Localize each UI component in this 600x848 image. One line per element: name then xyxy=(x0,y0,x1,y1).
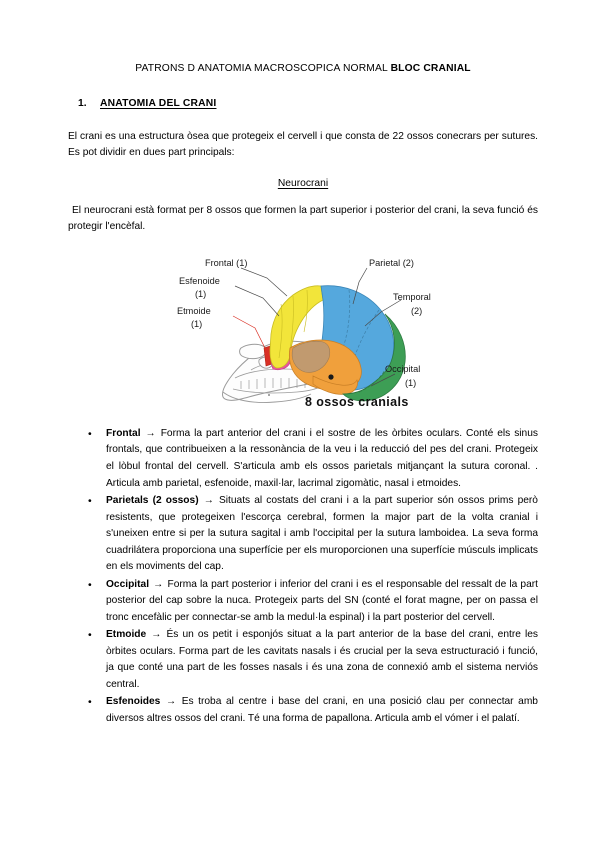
label-occipital-count: (1) xyxy=(405,377,417,388)
bone-description-occipital: Forma la part posterior i inferior del crani i es el responsable del ressalt de la part posterior del cap sobre la nuca. Protegeix parts del SN (conté el forat magne, per on passa el tronc encefàlic per connectar-se amb la medul·la espinal) i la part posterior del cervell. xyxy=(106,578,538,623)
neurocrani-subtitle-text: Neurocrani xyxy=(277,177,329,189)
label-temporal: Temporal xyxy=(393,291,431,302)
bone-description-frontal: Forma la part anterior del crani i el sostre de les òrbites oculars. Conté els sinus frontals, que contribueixen a la ressonància de la veu i la reducció del pes del crani. Protegeix el lòbul frontal del cervell. S'articula amb els ossos parietals mitjançant la sutura coronal. . Articula amb parietal, esfenoide, maxil·lar, lacrimal zigomàtic, nasal i etmoides. xyxy=(106,427,538,489)
label-frontal: Frontal (1) xyxy=(205,257,248,268)
bone-name-parietals: Parietals (2 ossos) xyxy=(106,495,199,507)
skull-figure xyxy=(68,252,538,412)
skull-diagram xyxy=(163,252,443,412)
list-item xyxy=(68,577,538,627)
label-occipital: Occipital xyxy=(385,363,421,374)
neurocrani-paragraph: El neurocrani està format per 8 ossos que formen la part superior i posterior del crani, la seva funció és protegir l'encèfal. xyxy=(68,204,538,233)
label-etmoide-count: (1) xyxy=(191,318,203,329)
list-item xyxy=(68,694,538,727)
bone-name-etmoide: Etmoide xyxy=(106,629,147,641)
bone-description-esfenoides: Es troba al centre i base del crani, en una posició clau per connectar amb diversos altres ossos del crani. Té una forma de papallona. Articula amb el vómer i el palatí. xyxy=(106,696,538,724)
document-header-regular: PATRONS D ANATOMIA MACROSCOPICA NORMAL xyxy=(135,63,391,74)
label-esfenoide-count: (1) xyxy=(195,288,207,299)
bone-description-etmoide: És un os petit i esponjós situat a la part anterior de la base del crani, entre les òrbites oculars. Forma part de les cavitats nasals i és crucial per la seva estructuració i funció, ja que conté una part de les fosses nasals i és una zona de connexió amb el sistema nerviós central. xyxy=(106,629,538,690)
external-acoustic-meatus xyxy=(328,374,333,379)
arrow-icon: → xyxy=(153,578,164,590)
label-parietal: Parietal (2) xyxy=(369,257,414,268)
section-title: ANATOMIA DEL CRANI xyxy=(100,97,217,109)
arrow-icon: → xyxy=(203,495,214,507)
document-header-bold: BLOC CRANIAL xyxy=(390,63,471,74)
bone-list xyxy=(68,426,538,727)
bone-description-parietals: Situats al costats del crani i a la part superior són ossos prims però resistents, que protegeixen l'escorça cerebral, formen la major part de la volta cranial i s'uneixen entre si per la sutura sagital i amb l'occipital per la sutura lamboidea. La seva forma cuadrilátera proporciona una superfície per els muroporcionen una superfície músculs implicats en els moviments del cap. xyxy=(106,495,538,573)
section-number: 1. xyxy=(78,97,87,109)
arrow-icon: → xyxy=(151,629,162,641)
arrow-icon: → xyxy=(145,427,156,439)
bone-name-occipital: Occipital xyxy=(106,578,150,590)
arrow-icon: → xyxy=(165,696,177,708)
label-esfenoide: Esfenoide xyxy=(179,275,220,286)
intro-paragraph: El crani es una estructura òsea que protegeix el cervell i que consta de 22 ossos conecrars per sutures. Es pot dividir en dues part principals: xyxy=(68,130,538,159)
neurocrani-subtitle xyxy=(68,178,538,189)
figure-caption: 8 ossos cranials xyxy=(305,394,409,409)
list-item xyxy=(68,426,538,492)
bone-name-frontal: Frontal xyxy=(106,427,141,439)
section-heading xyxy=(78,98,538,109)
list-item xyxy=(68,627,538,693)
list-item xyxy=(68,493,538,576)
label-temporal-count: (2) xyxy=(411,305,423,316)
document-header xyxy=(68,62,538,76)
label-etmoide: Etmoide xyxy=(177,305,211,316)
bone-name-esfenoides: Esfenoides xyxy=(106,696,161,708)
